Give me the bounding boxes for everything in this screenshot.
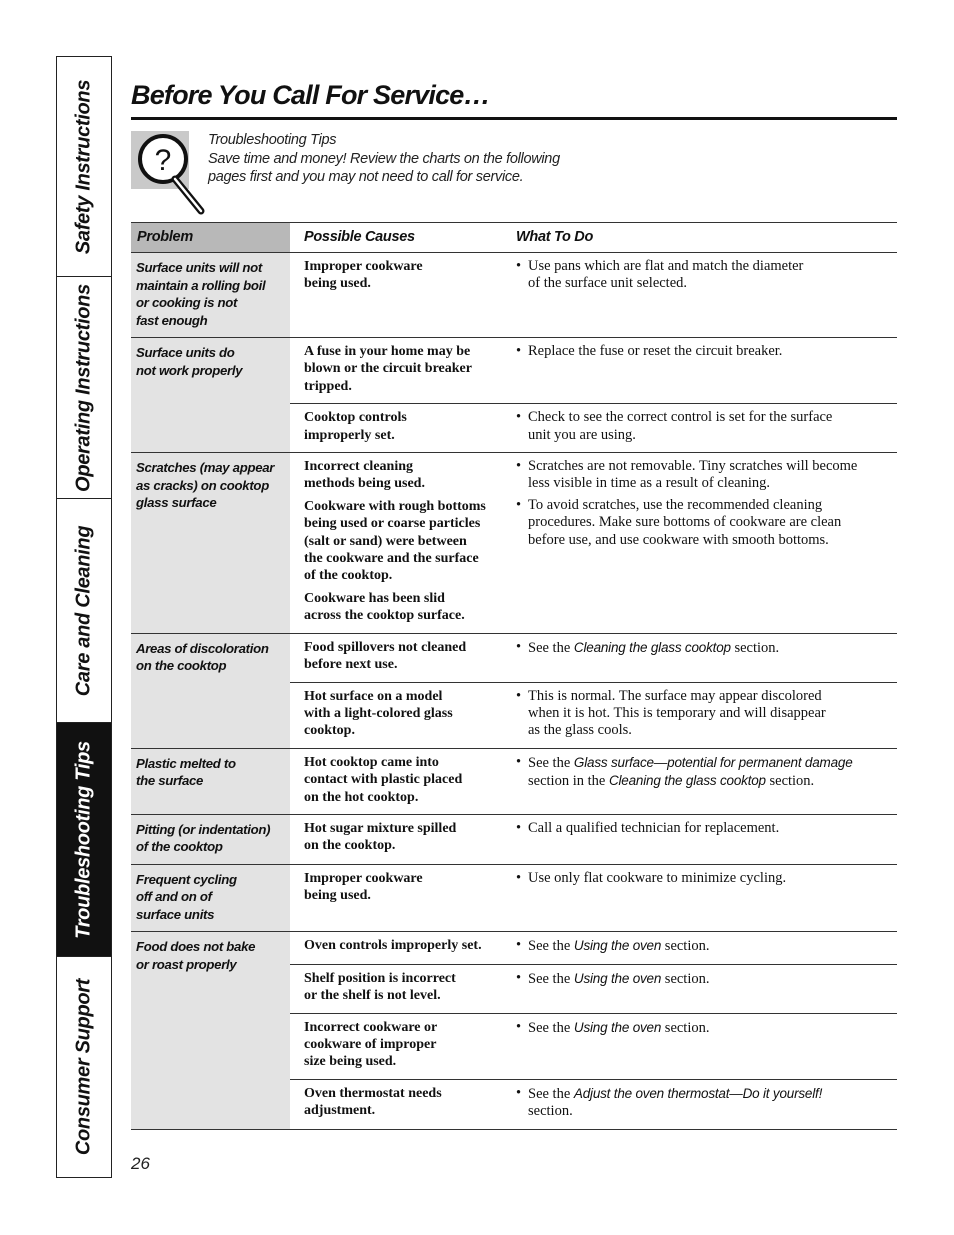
remedy-text — [528, 409, 832, 444]
remedy-bullet — [516, 497, 893, 549]
remedy-line — [528, 688, 826, 705]
remedy-text — [528, 754, 853, 791]
cause-row — [290, 634, 897, 683]
section-reference: Using the oven — [573, 1019, 662, 1035]
remedy-bullet — [516, 820, 893, 837]
possible-cause-cell — [290, 932, 504, 963]
cause-text: size being used. — [304, 1054, 397, 1070]
remedy-line-text: Call a qualified technician for replacement. — [528, 819, 780, 836]
cause-text: being used or coarse particles — [304, 516, 481, 532]
table-row — [131, 749, 897, 815]
troubleshooting-table — [131, 222, 897, 1130]
cause-row — [290, 815, 897, 863]
remedy-line — [528, 772, 853, 790]
remedy-line — [528, 1103, 822, 1120]
remedy-line — [528, 754, 853, 772]
cause-row — [290, 749, 897, 814]
problem-text: Scratches (may appear — [136, 460, 275, 476]
possible-cause-cell — [290, 453, 504, 633]
remedy-bullet — [516, 458, 893, 493]
remedy-line — [528, 1085, 822, 1103]
table-header — [131, 222, 897, 253]
title-rule — [131, 117, 897, 120]
cause-text: A fuse in your home may be — [304, 344, 471, 359]
cause-group — [290, 634, 897, 748]
bullet-dot: • — [516, 638, 522, 655]
table-row — [131, 865, 897, 933]
remedy-text — [528, 1085, 822, 1121]
cause-text: tripped. — [304, 378, 352, 394]
remedy-bullet — [516, 970, 893, 988]
possible-cause-cell — [290, 749, 504, 814]
remedy-bullet — [516, 409, 893, 444]
remedy-line-text: See the — [528, 1019, 574, 1036]
cause-text: Oven thermostat needs — [304, 1085, 442, 1101]
cause-text: Cookware with rough bottoms — [304, 498, 486, 514]
bullet-dot: • — [516, 869, 522, 886]
tab-safety-instructions[interactable] — [57, 57, 111, 277]
cause-row — [290, 1014, 897, 1080]
cause-text: blown or the circuit breaker — [304, 361, 472, 377]
cause-text: Food spillovers not cleaned — [304, 639, 467, 655]
tab-care-and-cleaning[interactable] — [57, 499, 111, 723]
remedy-line — [528, 475, 857, 492]
problem-text: as cracks) on cooktop — [136, 477, 269, 493]
remedy-line — [528, 497, 841, 514]
remedy-line-text: section in the — [528, 773, 609, 790]
table-row — [131, 453, 897, 634]
remedy-line-text: Scratches are not removable. Tiny scratches will become — [528, 458, 858, 475]
section-reference: Using the oven — [573, 938, 662, 954]
remedy-line-text: unit you are using. — [528, 426, 636, 443]
problem-text: Plastic melted to — [136, 755, 236, 771]
remedy-line-text: as the glass cools. — [528, 722, 632, 739]
table-row — [131, 253, 897, 338]
cause-text: Improper cookware — [304, 259, 423, 274]
remedy-text — [528, 497, 841, 549]
section-reference: Cleaning the glass cooktop — [573, 639, 731, 655]
cause-group — [290, 453, 897, 633]
tips-line: Save time and money! Review the charts on the following — [208, 150, 560, 167]
cause-row — [290, 683, 897, 748]
problem-text: not work properly — [136, 362, 243, 378]
what-to-do-cell — [504, 338, 897, 403]
tab-operating-instructions[interactable] — [57, 277, 111, 499]
problem-text: fast enough — [136, 312, 208, 328]
cause-group — [290, 865, 897, 932]
page-title: Before You Call For Service… — [131, 80, 490, 110]
remedy-line-text: section. — [661, 970, 710, 987]
remedy-line-text: See the — [528, 938, 574, 955]
cause-text: Hot surface on a model — [304, 688, 443, 704]
problem-text: Frequent cycling — [136, 871, 237, 887]
problem-cell — [131, 253, 290, 337]
remedy-line-text: See the — [528, 754, 574, 771]
cause-row — [290, 404, 897, 452]
what-to-do-cell — [504, 453, 897, 633]
remedy-line-text: when it is hot. This is temporary and will disappear — [528, 704, 826, 721]
cause-text: being used. — [304, 276, 371, 292]
remedy-text — [528, 937, 710, 955]
possible-cause-cell — [290, 404, 504, 452]
tab-label: Operating Instructions — [72, 283, 95, 492]
problem-cell — [131, 453, 290, 633]
table-row — [131, 338, 897, 453]
bullet-dot: • — [516, 496, 522, 513]
problem-text: Food does not bake — [136, 939, 256, 955]
cause-text: or the shelf is not level. — [304, 988, 441, 1004]
side-tabs — [56, 56, 112, 1178]
tips-line: pages first and you may not need to call for service. — [208, 169, 524, 185]
remedy-line — [528, 639, 779, 657]
possible-cause-cell — [290, 1080, 504, 1129]
what-to-do-cell — [504, 749, 897, 814]
cause-text: Improper cookware — [304, 870, 423, 886]
problem-text: Surface units do — [136, 345, 235, 360]
problem-text: or cooking is not — [136, 295, 238, 310]
what-to-do-cell — [504, 865, 897, 913]
problem-cell — [131, 815, 290, 864]
remedy-line-text: See the — [528, 970, 574, 987]
problem-text: or roast properly — [136, 956, 237, 972]
remedy-line — [528, 722, 826, 739]
bullet-dot: • — [516, 937, 522, 954]
cause-text: the cookware and the surface — [304, 551, 479, 567]
cause-text: before next use. — [304, 657, 398, 673]
bullet-dot: • — [516, 343, 522, 359]
problem-text: Pitting (or indentation) — [136, 821, 271, 837]
possible-cause-cell — [290, 338, 504, 403]
cause-text: Cookware has been slid — [304, 590, 445, 606]
what-to-do-cell — [504, 1014, 897, 1079]
remedy-text — [528, 1019, 710, 1037]
tab-troubleshooting-tips[interactable] — [57, 723, 111, 957]
remedy-bullet — [516, 754, 893, 791]
problem-text: maintain a rolling boil — [136, 277, 266, 293]
cause-row — [290, 338, 897, 404]
table-row — [131, 815, 897, 865]
possible-cause-cell — [290, 865, 504, 913]
remedy-line — [528, 275, 803, 292]
what-to-do-cell — [504, 404, 897, 452]
cause-text: Incorrect cookware or — [304, 1019, 438, 1035]
remedy-line-text: section. — [730, 639, 780, 656]
remedy-line — [528, 937, 710, 955]
remedy-line-text: of the surface unit selected. — [528, 275, 688, 292]
remedy-line — [528, 258, 803, 275]
possible-cause-cell — [290, 1014, 504, 1079]
table-body — [131, 253, 897, 1130]
problem-text: on the cooktop — [136, 658, 227, 674]
problem-text: of the cooktop — [136, 839, 223, 855]
remedy-line-text: procedures. Make sure bottoms of cookware are clean — [528, 514, 842, 531]
remedy-line — [528, 870, 786, 887]
remedy-bullet — [516, 688, 893, 740]
what-to-do-cell — [504, 932, 897, 963]
cause-text: cookware of improper — [304, 1037, 437, 1053]
remedy-bullet — [516, 343, 893, 360]
problem-cell — [131, 634, 290, 748]
problem-cell — [131, 932, 290, 1128]
cause-text: across the cooktop surface. — [304, 608, 465, 624]
remedy-line — [528, 458, 857, 475]
cause-row — [290, 932, 897, 964]
cause-text: cooktop. — [304, 723, 355, 739]
remedy-line-text: section. — [528, 1103, 573, 1120]
cause-text: Oven controls improperly set. — [304, 938, 482, 954]
what-to-do-cell — [504, 683, 897, 748]
remedy-line — [528, 820, 779, 837]
remedy-text — [528, 820, 779, 837]
cause-text: on the cooktop. — [304, 838, 396, 854]
cause-text: (salt or sand) were between — [304, 533, 467, 549]
cause-text: methods being used. — [304, 476, 425, 492]
cause-text: contact with plastic placed — [304, 772, 463, 788]
remedy-line-text: section. — [661, 1019, 710, 1036]
remedy-line — [528, 970, 710, 988]
section-reference: Adjust the oven thermostat—Do it yourself! — [573, 1085, 823, 1101]
remedy-text — [528, 458, 857, 493]
possible-cause-cell — [290, 634, 504, 682]
section-reference: Using the oven — [573, 970, 662, 986]
remedy-line — [528, 705, 826, 722]
remedy-line-text: Use pans which are flat and match the diameter — [528, 258, 804, 274]
remedy-text — [528, 970, 710, 988]
tab-label: Consumer Support — [72, 978, 95, 1156]
cause-text: Hot cooktop came into — [304, 754, 439, 770]
possible-cause-cell — [290, 683, 504, 748]
remedy-line-text: See the — [528, 639, 574, 656]
remedy-text — [528, 688, 826, 740]
problem-text: glass surface — [136, 495, 217, 511]
problem-text: surface units — [136, 906, 215, 922]
remedy-text — [528, 639, 779, 657]
what-to-do-cell — [504, 253, 897, 301]
causes-header: Possible Causes — [304, 229, 415, 245]
remedy-bullet — [516, 258, 893, 293]
remedy-line-text: before use, and use cookware with smooth bottoms. — [528, 531, 829, 548]
cause-text: Shelf position is incorrect — [304, 970, 456, 986]
page-number: 26 — [131, 1154, 150, 1173]
cause-row — [290, 1080, 897, 1129]
remedy-bullet — [516, 1019, 893, 1037]
remedy-bullet — [516, 1085, 893, 1121]
svg-text:?: ? — [154, 144, 172, 177]
tips-heading: Troubleshooting Tips — [208, 132, 337, 148]
question-magnifier-icon — [131, 131, 211, 217]
remedy-line — [528, 409, 832, 426]
remedy-line-text: less visible in time as a result of cleaning. — [528, 475, 771, 492]
tab-consumer-support[interactable] — [57, 957, 111, 1177]
cause-text: with a light-colored glass — [304, 705, 453, 721]
cause-text: Cooktop controls — [304, 410, 407, 426]
bullet-dot: • — [516, 1084, 522, 1101]
possible-cause-cell — [290, 965, 504, 1013]
problem-header: Problem — [137, 229, 193, 245]
problem-cell — [131, 865, 290, 932]
cause-text: on the hot cooktop. — [304, 789, 419, 805]
problem-text: the surface — [136, 773, 204, 789]
remedy-line-text: Use only flat cookware to minimize cycling. — [528, 869, 787, 886]
remedy-bullet — [516, 870, 893, 887]
problem-text: Surface units will not — [136, 260, 263, 275]
cause-group — [290, 749, 897, 814]
cause-text: improperly set. — [304, 427, 395, 443]
remedy-line — [528, 427, 832, 444]
possible-cause-cell — [290, 253, 504, 301]
bullet-dot: • — [516, 969, 522, 986]
problem-text: Areas of discoloration — [136, 640, 269, 656]
section-reference: Cleaning the glass cooktop — [608, 773, 766, 789]
remedy-line — [528, 1019, 710, 1037]
what-to-do-cell — [504, 634, 897, 682]
bullet-dot: • — [516, 819, 522, 836]
problem-cell — [131, 338, 290, 452]
bullet-dot: • — [516, 258, 522, 274]
problem-cell — [131, 749, 290, 814]
remedy-line-text: To avoid scratches, use the recommended cleaning — [528, 496, 823, 513]
cause-row — [290, 965, 897, 1014]
cause-group — [290, 815, 897, 864]
cause-text: adjustment. — [304, 1103, 376, 1119]
what-to-do-cell — [504, 815, 897, 863]
remedy-text — [528, 258, 803, 293]
possible-cause-cell — [290, 815, 504, 863]
remedy-line-text: This is normal. The surface may appear discolored — [528, 687, 822, 704]
remedy-line-text: Check to see the correct control is set for the surface — [528, 409, 833, 426]
cause-text: Incorrect cleaning — [304, 459, 413, 475]
section-reference: Glass surface—potential for permanent damage — [573, 754, 853, 770]
remedy-line — [528, 514, 841, 531]
bullet-dot: • — [516, 409, 522, 426]
remedy-line — [528, 343, 782, 360]
remedy-line-text: See the — [528, 1085, 574, 1102]
cause-group — [290, 338, 897, 452]
bullet-dot: • — [516, 753, 522, 770]
cause-row — [290, 253, 897, 301]
cause-row — [290, 865, 897, 913]
remedy-line-text: section. — [661, 938, 710, 955]
bullet-dot: • — [516, 458, 522, 475]
remedy-text — [528, 870, 786, 887]
cause-row — [290, 453, 897, 633]
table-row — [131, 634, 897, 749]
bullet-dot: • — [516, 1018, 522, 1035]
remedy-line-text: Replace the fuse or reset the circuit breaker. — [528, 343, 783, 359]
remedy-bullet — [516, 639, 893, 657]
cause-text: of the cooktop. — [304, 568, 393, 584]
cause-text: Hot sugar mixture spilled — [304, 820, 457, 836]
what-to-do-cell — [504, 965, 897, 1013]
remedy-line — [528, 532, 841, 549]
what-to-do-cell — [504, 1080, 897, 1129]
remedy-line-text: section. — [765, 773, 815, 790]
tab-label: Safety Instructions — [72, 79, 95, 254]
what-to-do-header: What To Do — [516, 229, 593, 245]
table-row — [131, 932, 897, 1129]
cause-group — [290, 932, 897, 1128]
remedy-text — [528, 343, 782, 360]
problem-text: off and on of — [136, 889, 212, 905]
cause-text: being used. — [304, 888, 371, 904]
bullet-dot: • — [516, 687, 522, 704]
tab-label: Care and Cleaning — [72, 525, 95, 696]
cause-group — [290, 253, 897, 337]
remedy-bullet — [516, 937, 893, 955]
troubleshooting-tips-intro — [208, 131, 560, 187]
tab-label: Troubleshooting Tips — [72, 740, 95, 939]
